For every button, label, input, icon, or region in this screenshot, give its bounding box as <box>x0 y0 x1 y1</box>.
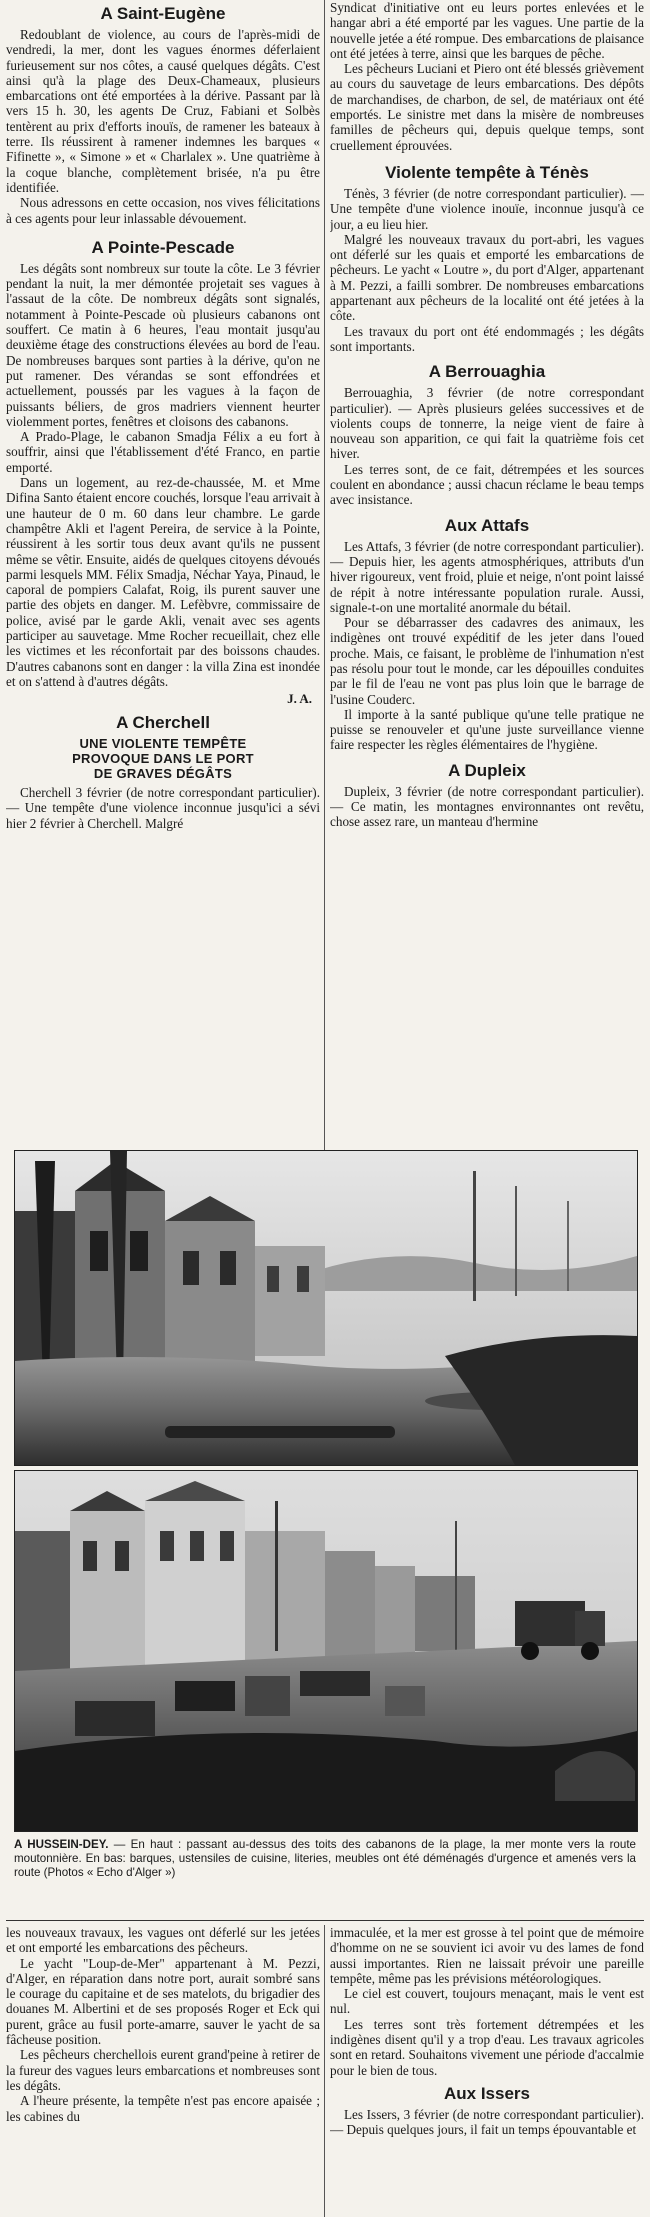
heading-saint-eugene: A Saint-Eugène <box>100 4 226 23</box>
paragraph: Les terres sont très fortement détrempées et les indigènes disent qu'il y a trop d'eau. Les travaux agricoles sont en retard. Souhaitons vivement une période d'accalmie pour le bien de tous. <box>330 2016 644 2078</box>
subheading-line: DE GRAVES DÉGÂTS <box>93 766 233 782</box>
paragraph: Le ciel est couvert, toujours menaçant, mais le vent est nul. <box>330 1986 644 2017</box>
heading-attafs: Aux Attafs <box>444 515 530 535</box>
photo-caption <box>14 1838 636 1880</box>
paragraph: Nous adressons en cette occasion, nos vives félicitations à ces agents pour leur inlassable dévouement. <box>6 195 320 226</box>
bottom-left-column <box>6 1925 320 2124</box>
heading-cherchell: A Cherchell <box>116 713 210 733</box>
photo-top <box>14 1150 636 1466</box>
paragraph: immaculée, et la mer est grosse à tel point que de mémoire d'homme on ne se souvient ici avoir vu des lames de fond aussi importantes. Rien ne laissait prévoir une pareille tempête, même pas les prévisions météorologiques. <box>330 1925 644 1986</box>
heading-issers: Aux Issers <box>444 2083 530 2103</box>
heading-dupleix: A Dupleix <box>448 760 526 780</box>
caption-credit: (Photos « Echo d'Alger ») <box>43 1866 176 1879</box>
right-column <box>330 0 644 830</box>
left-column <box>6 0 320 831</box>
caption-place: A HUSSEIN-DEY. <box>14 1838 109 1851</box>
paragraph: Berrouaghia, 3 février (de notre correspondant particulier). — Après plusieurs gelées successives et de violents coups de tonnerre, la neige vient de faire à nouveau son apparition, ce qui fait la quatrième fois cet hiver. <box>330 385 644 462</box>
paragraph: Redoublant de violence, au cours de l'après-midi de vendredi, la mer, dont les vagues énormes déferlaient furieusement sur nos côtes, a causé quelques dégâts. C'est ainsi qu'à la plage des Deux-Chameaux, plusieurs embarcations ont été emportées à la dérive. Passant par là vers 15 h. 30, les agents De Cruz, Fabiani et Solbès tentèrent au prix d'efforts inouïs, de ramener les bateaux à terre. Ils réussirent à ramener indemnes les barques « Fifinette », « Simone » et « Charlalex ». Une quatrième à la coque blanche, complètement brisée, n'a pu être identifiée. <box>6 27 320 195</box>
column-rule-top <box>324 0 325 1150</box>
paragraph: Les pêcheurs Luciani et Piero ont été blessés grièvement au cours du sauvetage de leurs embarcations. Des dépôts de marchandises, de charbon, de sel, de matériaux ont été emportés. Le sinistre met dans la misère de nombreuses familles de pêcheurs qui, depuis quelque temps, sont cruellement éprouvées. <box>330 61 644 153</box>
paragraph: Il importe à la santé publique qu'une telle pratique ne puisse se renouveler et qu'une juste surveillance vienne faire respecter les règles élémentaires de l'hygiène. <box>330 706 644 753</box>
paragraph: Malgré les nouveaux travaux du port-abri, les vagues ont déferlé sur les quais et emporté les embarcations de pêcheurs. Le yacht « Loutre », du port d'Alger, appartenant à M. Pezzi, a failli sombrer. De nombreuses embarcations appartenant aux pêcheurs de la localité ont été jetées à la côte. <box>330 231 644 324</box>
paragraph: Les terres sont, de ce fait, détrempées et les sources coulent en abondance ; aussi chacun réclame le beau temps avec insistance. <box>330 461 644 508</box>
heading-tenes: Violente tempête à Ténès <box>385 162 589 182</box>
paragraph: A Prado-Plage, le cabanon Smadja Félix a eu fort à souffrir, ainsi que l'établissement d'été Franco, en partie emporté. <box>6 429 320 475</box>
paragraph: Pour se débarrasser des cadavres des animaux, les indigènes ont trouvé expéditif de les jeter dans l'oued proche. Mais, ce faisant, le problème de l'inhumation n'est pas résolu pour tout le monde, car les dépouilles conduites par le fil de l'eau ne vont pas plus loin que le barrage de l'usine Couderc. <box>330 615 644 707</box>
paragraph: Les Issers, 3 février (de notre correspondant particulier). — Depuis quelques jours, il fait un temps épouvantable et <box>330 2106 644 2138</box>
subheading-line: PROVOQUE DANS LE PORT <box>72 751 254 767</box>
caption-text: — En haut : passant au-dessus des toits des cabanons de la plage, la mer monte vers la route moutonnière. En bas: barques, ustensiles de cuisine, literies, meubles ont été déménagés d'urgence et amenés vers la route <box>14 1838 636 1879</box>
signature: J. A. <box>287 691 312 707</box>
paragraph: A l'heure présente, la tempête n'est pas encore apaisée ; les cabines du <box>6 2093 320 2124</box>
paragraph: Le yacht "Loup-de-Mer" appartenant à M. Pezzi, d'Alger, en réparation dans notre port, aurait sombré sans le courage du capitaine et de ses matelots, du brigadier des douanes M. Albertini et de ses proposés Roger et Eck qui purent, grâce au fusil porte-amarre, sauver le yacht de sa fâcheuse position. <box>6 1955 320 2048</box>
paragraph: Dupleix, 3 février (de notre correspondant particulier). — Ce matin, les montagnes environnantes ont revêtu, chose assez rare, un manteau d'hermine <box>330 783 644 830</box>
paragraph: Les Attafs, 3 février (de notre correspondant particulier). — Depuis hier, les agents atmosphériques, attributs d'un hiver rigoureux, vent froid, pluie et neige, n'ont point laissé de répit à notre intéressante population rurale. Aussi, signale-t-on une mortalité anormale du bétail. <box>330 538 644 615</box>
bottom-right-column <box>330 1925 644 2138</box>
flooded-road-photo <box>15 1151 637 1465</box>
divider <box>6 1920 644 1921</box>
paragraph: Les dégâts sont nombreux sur toute la côte. Le 3 février pendant la nuit, la mer démontée projetait ses vagues à l'assaut de la côte. De nombreux dégâts sont signalés, notamment à Pointe-Pescade où plusieurs cabanons ont souffert. Ce matin à 6 heures, l'eau montait jusqu'au deuxième étage des constructions élevées au bord de l'eau. De nombreuses barques sont parties à la dérive, qu'on ne put ramener. Des vérandas se sont effondrées et actuellement, poussés par les vagues à la façon de puissants béliers, de gros madriers viennent heurter violemment portes, fenêtres et cloisons des cabanons. <box>6 260 320 429</box>
paragraph: Ténès, 3 février (de notre correspondant particulier). — Une tempête d'une violence inouïe, inconnue jusqu'à ce jour, a eu lieu hier. <box>330 185 644 232</box>
paragraph: Les travaux du port ont été endommagés ; les dégâts sont importants. <box>330 323 644 354</box>
paragraph: Syndicat d'initiative ont eu leurs portes enlevées et le hangar abri a été emporté par les vagues. Une partie de la nouvelle jetée a été rompue. Des embarcations de plaisance ont été jetées à terre, ainsi que les barques de pêche. <box>330 0 644 61</box>
heading-pointe-pescade: A Pointe-Pescade <box>91 237 235 257</box>
paragraph: Dans un logement, au rez-de-chaussée, M. et Mme Difina Santo étaient encore couchés, lorsque l'eau arrivait à une hauteur de 0 m. 60 dans leur chambre. Le garde champêtre Akli et l'agent Pereira, de service à la Pointe, réussirent à les sortir tous deux avant qu'ils ne pussent même se vêtir. Ensuite, aidés de quelques citoyens dévoués parmi lesquels MM. Félix Smadja, Néchar Yaya, Pinaud, le caporal de pompiers Calafat, Roig, ils purent sauver une partie des objets en danger. M. Lefèbvre, commissaire de police, avisé par le garde Akli, venait avec ses agents participer au sauvetage. Mme Rocher recueillait, chez elle les victimes et les réconfortait par des boissons chaudes. D'autres cabanons sont en danger : la villa Zina est inondée et on s'attend à d'autres dégâts. <box>6 475 320 689</box>
subheading-line: UNE VIOLENTE TEMPÊTE <box>79 736 247 752</box>
street-belongings-photo <box>15 1471 637 1831</box>
heading-berrouaghia: A Berrouaghia <box>428 362 546 382</box>
paragraph: Cherchell 3 février (de notre correspondant particulier). — Une tempête d'une violence inconnue jusqu'ici a sévi hier 2 février à Cherchell. Malgré <box>6 785 320 831</box>
paragraph: les nouveaux travaux, les vagues ont déferlé sur les jetées et ont emporté les embarcations des pêcheurs. <box>6 1925 320 1956</box>
column-rule-bottom <box>324 1925 325 2217</box>
paragraph: Les pêcheurs cherchellois eurent grand'peine à retirer de la fureur des vagues leurs embarcations et nombreuses sont les dégâts. <box>6 2047 320 2093</box>
photo-bottom <box>14 1470 636 1832</box>
